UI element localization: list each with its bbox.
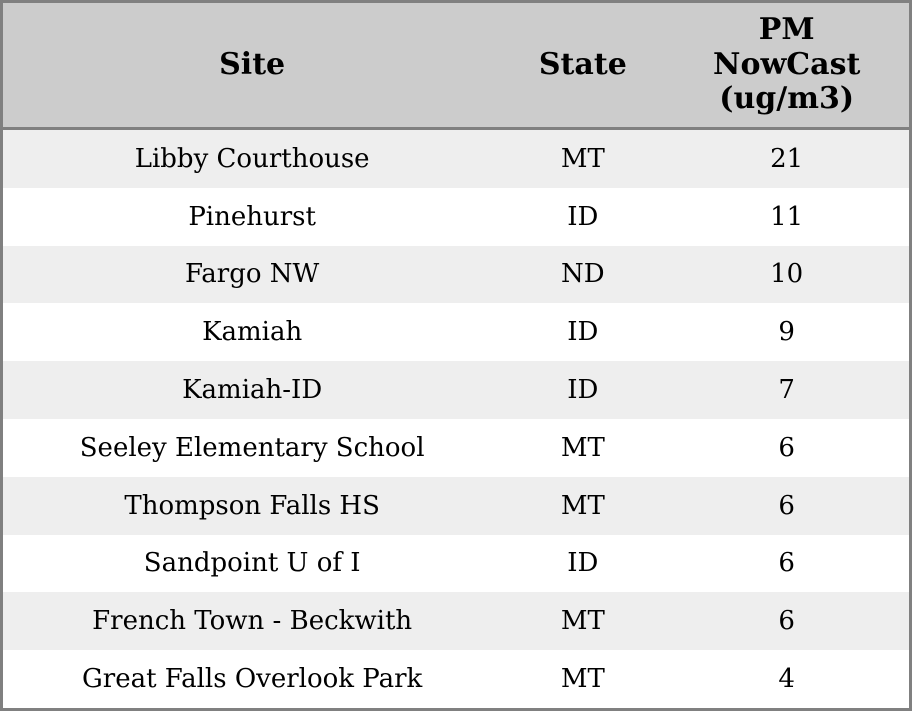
pm-nowcast-cell: 6 bbox=[778, 432, 795, 463]
state-cell: ID bbox=[567, 548, 599, 579]
table-row bbox=[3, 188, 909, 246]
table-row bbox=[3, 650, 909, 708]
site-cell: Libby Courthouse bbox=[134, 143, 370, 174]
table-body bbox=[3, 130, 909, 708]
state-cell: MT bbox=[560, 143, 605, 174]
table-row bbox=[3, 246, 909, 304]
header-state: State bbox=[501, 3, 664, 130]
pm-nowcast-cell: 10 bbox=[770, 259, 804, 290]
header-row bbox=[3, 3, 909, 130]
table-row bbox=[3, 303, 909, 361]
state-cell: ID bbox=[567, 201, 599, 232]
header-site: Site bbox=[3, 3, 501, 130]
pm-nowcast-cell: 11 bbox=[770, 201, 804, 232]
state-cell: ID bbox=[567, 375, 599, 406]
site-cell: Seeley Elementary School bbox=[79, 432, 425, 463]
table-row bbox=[3, 361, 909, 419]
state-cell: MT bbox=[560, 664, 605, 695]
site-cell: Sandpoint U of I bbox=[143, 548, 361, 579]
pm-nowcast-cell: 6 bbox=[778, 490, 795, 521]
site-cell: Great Falls Overlook Park bbox=[82, 664, 423, 695]
table-row bbox=[3, 419, 909, 477]
table-header bbox=[3, 3, 909, 130]
site-cell: Kamiah bbox=[202, 317, 303, 348]
header-pm-nowcast bbox=[664, 3, 909, 130]
table-row bbox=[3, 477, 909, 535]
state-cell: MT bbox=[560, 606, 605, 637]
site-cell: French Town - Beckwith bbox=[92, 606, 413, 637]
pm-nowcast-cell: 4 bbox=[778, 664, 795, 695]
pm-nowcast-cell: 21 bbox=[770, 143, 804, 174]
pm-nowcast-cell: 7 bbox=[778, 375, 795, 406]
table-row bbox=[3, 130, 909, 188]
site-cell: Pinehurst bbox=[188, 201, 316, 232]
table-row bbox=[3, 535, 909, 593]
state-cell: MT bbox=[560, 490, 605, 521]
pm-nowcast-cell: 9 bbox=[778, 317, 795, 348]
site-cell: Thompson Falls HS bbox=[124, 490, 380, 521]
state-cell: ID bbox=[567, 317, 599, 348]
state-cell: ND bbox=[561, 259, 605, 290]
pm-nowcast-cell: 6 bbox=[778, 548, 795, 579]
pm-nowcast-cell: 6 bbox=[778, 606, 795, 637]
header-pm-nowcast-label: PM NowCast (ug/m3) bbox=[713, 11, 861, 117]
table-row bbox=[3, 592, 909, 650]
site-cell: Kamiah-ID bbox=[182, 375, 323, 406]
state-cell: MT bbox=[560, 432, 605, 463]
site-cell: Fargo NW bbox=[185, 259, 320, 290]
